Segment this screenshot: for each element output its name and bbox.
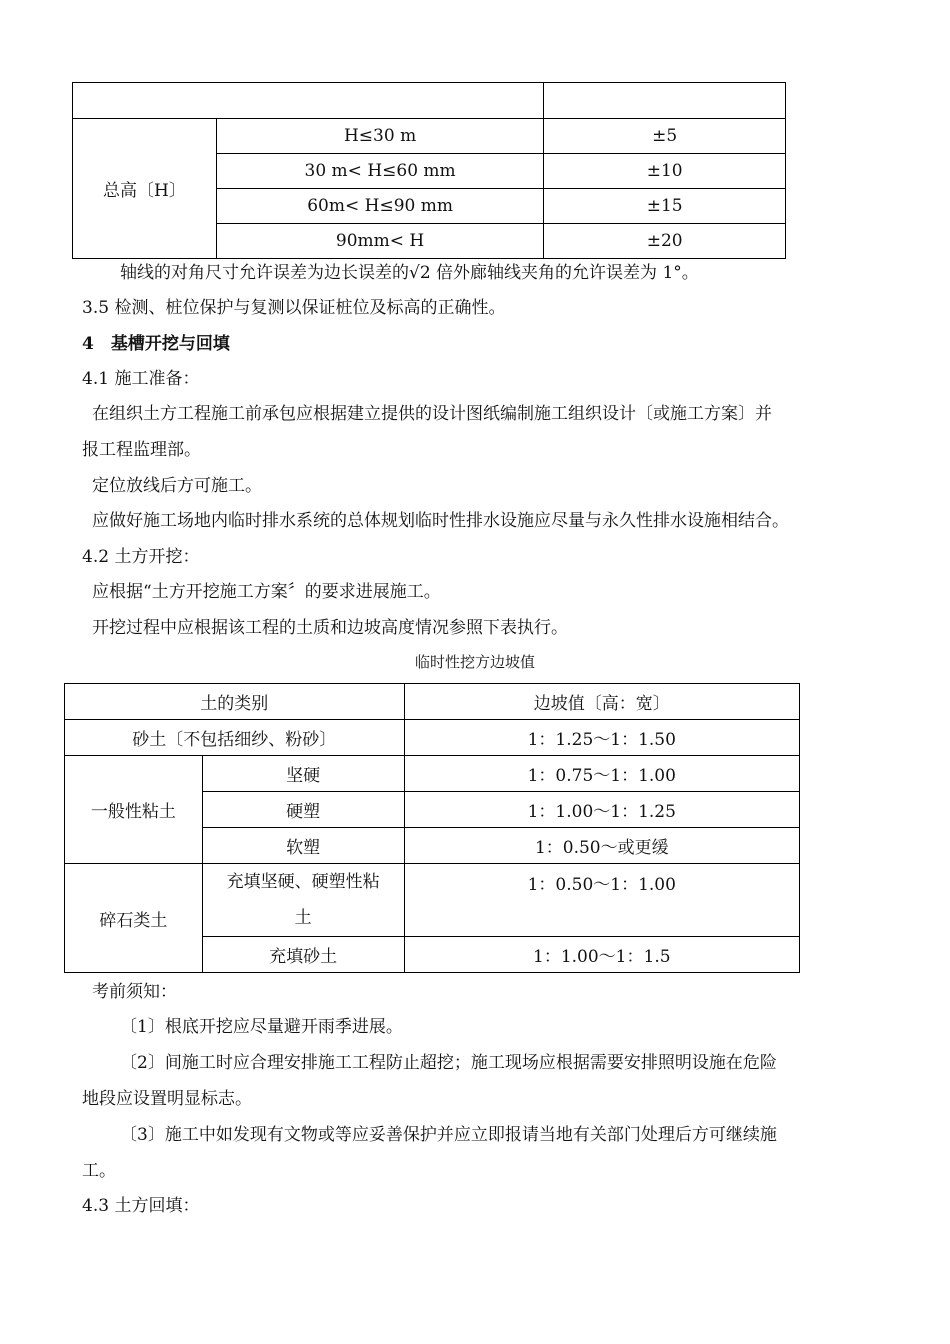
section-4-3-heading: 4.3 土方回填： xyxy=(82,1196,200,1216)
tolerance-value-cell: ±10 xyxy=(544,154,786,189)
slope-value-cell: 1：0.50～1：1.00 xyxy=(404,864,799,937)
soil-subtype-cell: 硬塑 xyxy=(202,792,404,828)
table-header-row xyxy=(65,684,800,720)
slope-value-cell: 1：1.25～1：1.50 xyxy=(404,720,799,756)
paragraph-line: 应做好施工场地内临时排水系统的总体规划临时性排水设施应尽量与永久性排水设施相结合。 xyxy=(92,511,789,531)
section-3-5: 3.5 检测、桩位保护与复测以保证桩位及标高的正确性。 xyxy=(82,298,506,318)
paragraph-line: 开挖过程中应根据该工程的土质和边坡高度情况参照下表执行。 xyxy=(92,618,568,638)
tolerance-value-cell: ±5 xyxy=(544,119,786,154)
soil-subtype-cell: 充填砂土 xyxy=(202,937,404,973)
note-item: 〔3〕施工中如发现有文物或等应妥善保护并应立即报请当地有关部门处理后方可继续施 xyxy=(120,1125,777,1145)
paragraph-line: 报工程监理部。 xyxy=(82,440,201,460)
note-item: 〔2〕间施工时应合理安排施工工程防止超挖；施工现场应根据需要安排照明设施在危险 xyxy=(120,1053,777,1073)
soil-subtype-cell xyxy=(202,864,404,937)
slope-value-cell: 1：1.00～1：1.25 xyxy=(404,792,799,828)
soil-type-cell: 一般性粘土 xyxy=(65,756,203,864)
paragraph-line: 应根据“土方开挖施工方案〞的要求进展施工。 xyxy=(92,582,441,602)
note-item: 地段应设置明显标志。 xyxy=(82,1089,252,1109)
soil-subtype-cell: 软塑 xyxy=(202,828,404,864)
height-range-cell: H≤30 m xyxy=(216,119,544,154)
section-4-2-heading: 4.2 土方开挖： xyxy=(82,547,200,567)
table-cell xyxy=(73,83,544,119)
height-range-cell: 60m< H≤90 mm xyxy=(216,189,544,224)
height-range-cell: 90mm< H xyxy=(216,224,544,259)
header-soil-type: 土的类别 xyxy=(65,684,405,720)
table-cell xyxy=(544,83,786,119)
section-4-1-heading: 4.1 施工准备： xyxy=(82,369,200,389)
tolerance-value-cell: ±15 xyxy=(544,189,786,224)
slope-value-cell: 1：0.50～或更缓 xyxy=(404,828,799,864)
paragraph-line: 在组织土方工程施工前承包应根据建立提供的设计图纸编制施工组织设计〔或施工方案〕并 xyxy=(92,404,772,424)
height-tolerance-table xyxy=(72,82,786,259)
slope-value-cell: 1：1.00～1：1.5 xyxy=(404,937,799,973)
subtype-line: 充填坚硬、硬塑性粘 xyxy=(226,872,380,892)
header-slope-value: 边坡值〔高：宽〕 xyxy=(404,684,799,720)
row-label-total-height: 总高〔H〕 xyxy=(73,119,217,259)
height-range-cell: 30 m< H≤60 mm xyxy=(216,154,544,189)
soil-type-cell: 碎石类土 xyxy=(65,864,203,973)
table-row xyxy=(73,83,786,119)
slope-table-caption: 临时性挖方边坡值 xyxy=(414,653,535,671)
soil-type-cell: 砂土〔不包括细纱、粉砂〕 xyxy=(65,720,405,756)
slope-value-table xyxy=(64,683,800,973)
axis-tolerance-note: 轴线的对角尺寸允许误差为边长误差的√2 倍外廊轴线夹角的允许误差为 1°。 xyxy=(120,263,699,283)
slope-value-cell: 1：0.75～1：1.00 xyxy=(404,756,799,792)
table-row xyxy=(65,756,800,792)
section-4-heading: 4 基槽开挖与回填 xyxy=(82,334,230,354)
table-row xyxy=(65,864,800,937)
paragraph-line: 定位放线后方可施工。 xyxy=(92,476,262,496)
subtype-line: 土 xyxy=(294,908,312,928)
note-item: 工。 xyxy=(82,1161,116,1181)
tolerance-value-cell: ±20 xyxy=(544,224,786,259)
table-row xyxy=(73,119,786,154)
note-item: 〔1〕根底开挖应尽量避开雨季进展。 xyxy=(120,1017,403,1037)
table-row xyxy=(65,720,800,756)
soil-subtype-cell: 坚硬 xyxy=(202,756,404,792)
notes-title: 考前须知： xyxy=(92,982,177,1002)
